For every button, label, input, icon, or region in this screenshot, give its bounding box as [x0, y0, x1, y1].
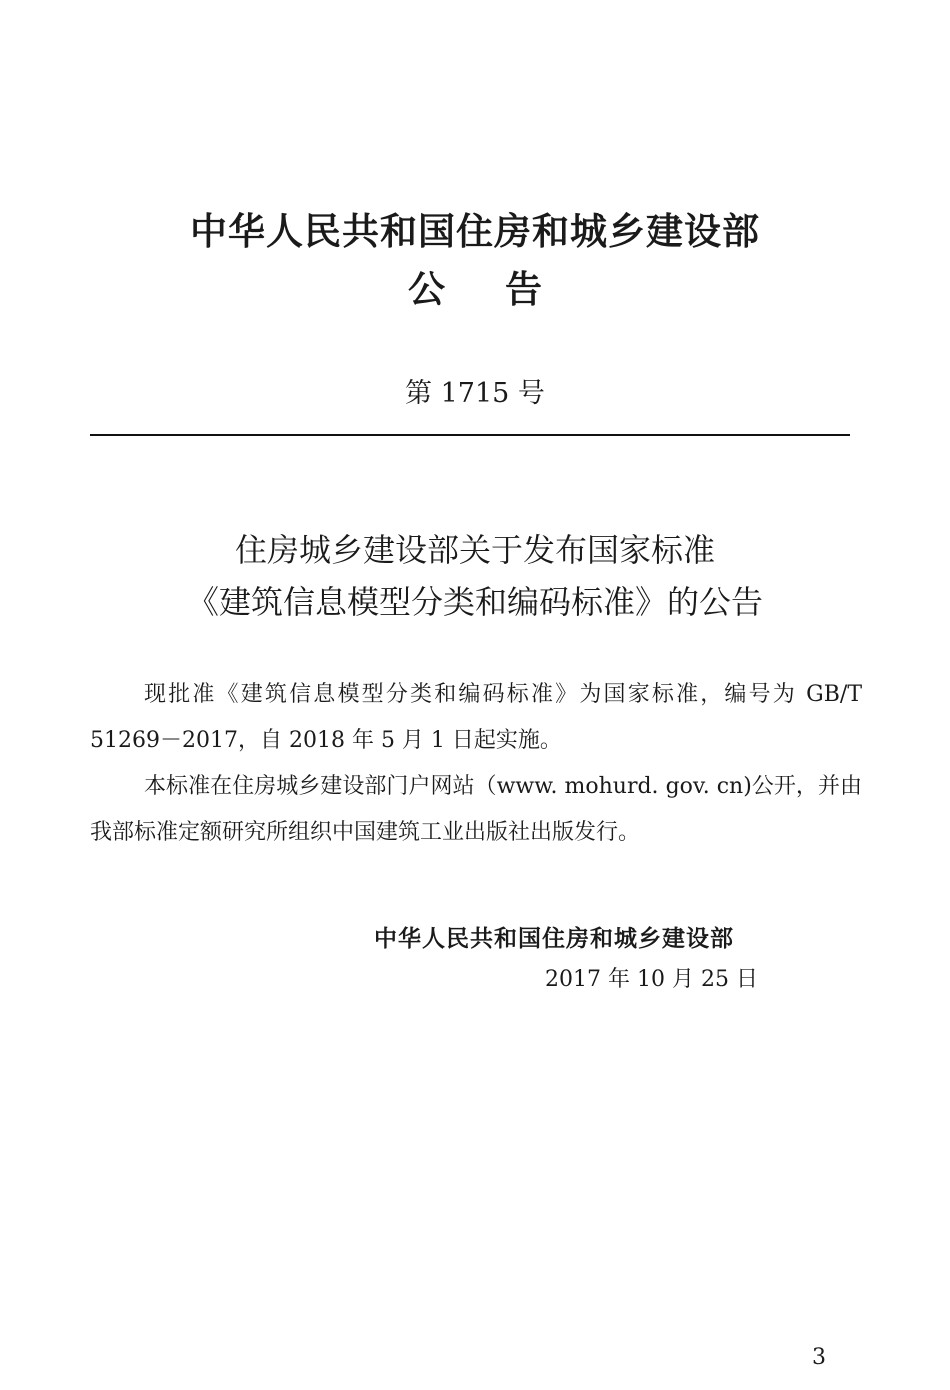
issuer-signature: 中华人民共和国住房和城乡建设部 [374, 926, 734, 952]
body-paragraph-publication: 本标准在住房城乡建设部门户网站（www. mohurd. gov. cn)公开，并由我部标准定额研究所组织中国建筑工业出版社出版发行。 [90, 774, 862, 845]
notice-heading: 公告 [408, 268, 602, 311]
issuer-title: 中华人民共和国住房和城乡建设部 [190, 210, 760, 253]
announcement-title-line-2: 《建筑信息模型分类和编码标准》的公告 [186, 583, 763, 621]
announcement-title-line-1: 住房城乡建设部关于发布国家标准 [234, 531, 715, 569]
issue-date: 2017 年 10 月 25 日 [545, 967, 758, 992]
announcement-title [0, 524, 950, 628]
notice-number: 第 1715 号 [405, 378, 545, 409]
announcement-body [90, 672, 862, 856]
page-number: 3 [812, 1345, 826, 1370]
body-paragraph-approval: 现批准《建筑信息模型分类和编码标准》为国家标准，编号为 GB/T 51269－2017，自 2018 年 5 月 1 日起实施。 [90, 682, 862, 753]
header-divider [90, 434, 850, 436]
